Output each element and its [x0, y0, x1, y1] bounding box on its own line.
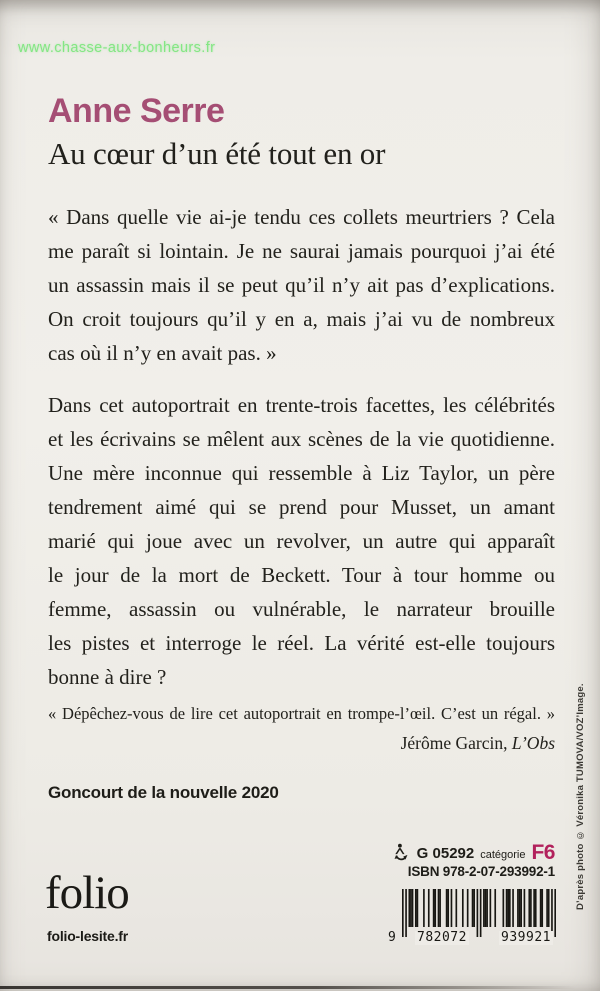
isbn-number: ISBN 978-2-07-293992-1 [407, 864, 555, 879]
award-badge: Goncourt de la nouvelle 2020 [48, 783, 279, 802]
triman-recycle-icon [392, 843, 411, 862]
quote-line: me paraît si lointain. Je ne saurai jamais pourquoi j’ai été [48, 239, 555, 263]
synopsis-line: Dans cet autoportrait en trente-trois facettes, les célébrités [48, 393, 555, 417]
barcode-digits [388, 930, 556, 945]
synopsis-line: femme, assassin ou vulnérable, le narrateur brouille [48, 597, 555, 621]
cover-photo-credit: D’après photo © Véronika TUMOVA/VOZ’Image. [575, 683, 586, 910]
quote-line: On croit toujours qu’il y en a, mais j’ai vu de nombreux [48, 307, 555, 331]
publisher-website: folio-lesite.fr [47, 928, 129, 944]
watermark-url: www.chasse-aux-bonheurs.fr [18, 40, 216, 56]
page-bottom-edge [0, 986, 576, 989]
synopsis-line: les pistes et interroge le réel. La vérité est-elle toujours [48, 631, 555, 655]
excerpt-quote [48, 200, 555, 370]
quote-line: cas où il n’y en avait pas. » [48, 341, 277, 365]
category-value: F6 [531, 841, 555, 864]
category-line [392, 842, 555, 864]
synopsis-line: Une mère inconnue qui ressemble à Liz Taylor, un père [48, 461, 555, 485]
synopsis-line: bonne à dire ? [48, 665, 167, 689]
press-review-quote: « Dépêchez-vous de lire cet autoportrait en trompe-l’œil. C’est un régal. » [48, 704, 555, 723]
reviewer-name: Jérôme Garcin, [400, 733, 512, 753]
synopsis-line: le jour de la mort de Beckett. Tour à tour homme ou [48, 563, 555, 587]
synopsis-line: tendrement aimé qui se prend pour Musset, un amant [48, 495, 555, 519]
barcode-digits-left: 782072 [417, 930, 467, 945]
ean13-barcode [388, 889, 556, 947]
synopsis-line: marié qui joue avec un revolver, un autre qui apparaît [48, 529, 555, 553]
quote-line: « Dans quelle vie ai-je tendu ces collets meurtriers ? Cela [48, 205, 555, 229]
barcode-digit-first: 9 [388, 930, 396, 945]
synopsis [48, 388, 555, 694]
barcode-digits-right: 939921 [501, 930, 551, 945]
product-code: G 05292 [416, 844, 475, 862]
review-source: L’Obs [511, 733, 555, 753]
publisher-logo: folio [45, 867, 129, 919]
synopsis-line: et les écrivains se mêlent aux scènes de la vie quotidienne. [48, 427, 555, 451]
book-title: Au cœur d’un été tout en or [48, 136, 386, 171]
category-label: catégorie [480, 848, 526, 861]
author-name: Anne Serre [48, 92, 225, 130]
quote-line: un assassin mais il se peut qu’il n’y ait pas d’explications. [48, 273, 555, 297]
press-review-attribution [48, 733, 555, 754]
